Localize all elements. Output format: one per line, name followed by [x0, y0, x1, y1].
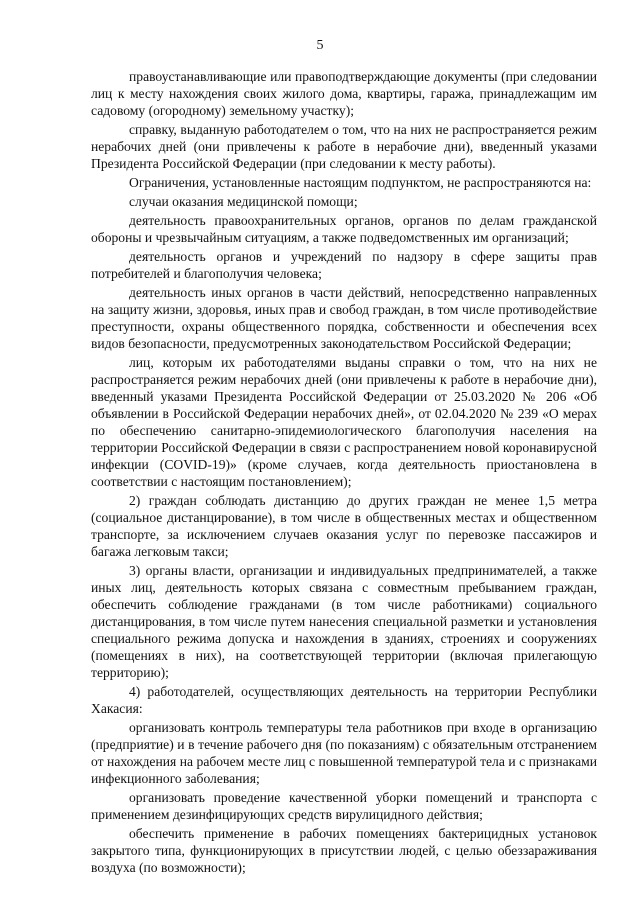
paragraph: случаи оказания медицинской помощи; — [129, 194, 358, 209]
paragraph: организовать контроль температуры тела работников при входе в организацию (предприятие) и в течение рабочего дня (по показаниям) с обязательным отстранением от нахождения на рабочем месте лиц с повышенной температурой тела и с признаками инфекционного заболевания; — [91, 720, 597, 786]
document-body — [91, 68, 597, 878]
paragraph: организовать проведение качественной уборки помещений и транспорта с применением дезинфицирующих средств вирулицидного действия; — [91, 790, 597, 822]
paragraph: 2) граждан соблюдать дистанцию до других граждан не менее 1,5 метра (социальное дистанцирование), в том числе в общественных местах и общественном транспорте, за исключением случаев оказания услуг по перевозке пассажиров и багажа легковым такси; — [91, 493, 597, 559]
paragraph: Ограничения, установленные настоящим подпунктом, не распространяются на: — [129, 175, 592, 190]
paragraph: 3) органы власти, организации и индивидуальных предпринимателей, а также иных лиц, деятельность которых связана с совместным пребыванием граждан, обеспечить соблюдение гражданами (в том числе работниками) социального дистанцирования, в том числе путем нанесения специальной разметки и установления специального режима допуска и нахождения в зданиях, строениях и сооружениях (помещениях в них), на соответствующей территории (включая прилегающую территорию); — [91, 563, 597, 680]
paragraph: справку, выданную работодателем о том, что на них не распространяется режим нерабочих дней (они привлечены к работе в нерабочие дни), введенный указами Президента Российской Федерации (при следовании к месту работы). — [91, 122, 597, 171]
paragraph: деятельность органов и учреждений по надзору в сфере защиты прав потребителей и благополучия человека; — [91, 249, 597, 281]
paragraph: деятельность правоохранительных органов, органов по делам гражданской обороны и чрезвычайным ситуациям, а также подведомственных им организаций; — [91, 213, 597, 245]
paragraph: 4) работодателей, осуществляющих деятельность на территории Республики Хакасия: — [91, 684, 597, 716]
paragraph: лиц, которым их работодателями выданы справки о том, что на них не распространяется режим нерабочих дней (они привлечены к работе в нерабочие дни), введенный указами Президента Российской Федерации от 25.03.2020 № 206 «Об объявлении в Российской Федерации нерабочих дней», от 02.04.2020 № 239 «О мерах по обеспечению санитарно-эпидемиологического благополучия населения на территории Российской Федерации в связи с распространением новой коронавирусной инфекции (COVID-19)» (кроме случаев, когда деятельность приостановлена в соответствии с настоящим постановлением); — [91, 355, 597, 489]
paragraph: деятельность иных органов в части действий, непосредственно направленных на защиту жизни, здоровья, иных прав и свобод граждан, в том числе противодействие преступности, охраны общественного порядка, собственности и обеспечения всех видов безопасности, предусмотренных законодательством Российской Федерации; — [91, 285, 597, 351]
paragraph: обеспечить применение в рабочих помещениях бактерицидных установок закрытого типа, функционирующих в присутствии людей, с целью обеззараживания воздуха (по возможности); — [91, 826, 597, 875]
paragraph: правоустанавливающие или правоподтверждающие документы (при следовании лиц к месту нахождения своих жилого дома, квартиры, гаража, принадлежащим им садовому (огородному) земельному участку); — [91, 69, 597, 118]
page-number: 5 — [316, 38, 324, 53]
